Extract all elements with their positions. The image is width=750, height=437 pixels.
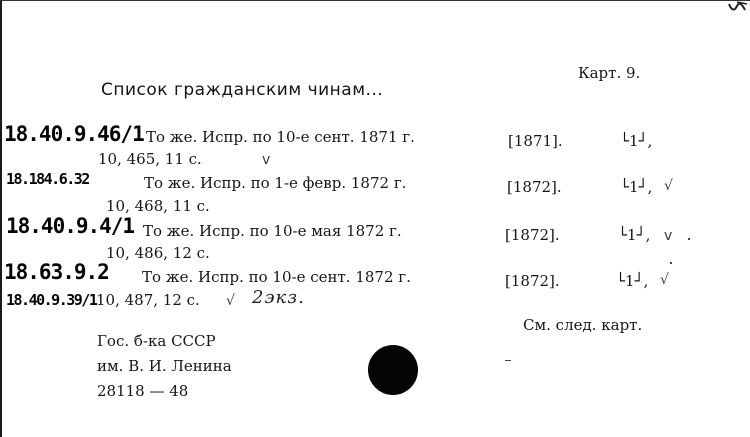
entry-2-line2: 10, 468, 11 с. — [106, 197, 210, 215]
card-left-edge — [0, 0, 2, 437]
entry-3-mark: └1┘, — [618, 226, 651, 244]
corner-scribble-icon — [725, 0, 750, 22]
shelfmark-1: 18.40.9.46/1 — [4, 122, 144, 146]
card-ref: Карт. 9. — [578, 64, 641, 82]
shelfmark-4: 18.63.9.2 — [4, 260, 109, 284]
entry-3-line2: 10, 486, 12 с. — [106, 244, 210, 262]
entry-1-pencil-mark: ⅴ — [262, 152, 271, 168]
card-title: Список гражданским чинам... — [101, 80, 384, 100]
entry-4-year: [1872]. — [505, 272, 560, 290]
shelfmark-2: 18.184.6.32 — [6, 170, 89, 188]
entry-4-pencil-mark: √ — [660, 272, 669, 288]
punch-hole — [368, 345, 418, 395]
see-next-card: См. след. карт. — [523, 316, 643, 334]
entry-2-line1: То же. Испр. по 1-е февр. 1872 г. — [144, 174, 407, 192]
stray-mark — [505, 360, 511, 361]
shelfmark-5: 18.40.9.39/1 — [6, 291, 97, 309]
entry-1-line1: То же. Испр. по 10-е сент. 1871 г. — [146, 128, 415, 146]
entry-4-line2: 10, 487, 12 с. — [96, 291, 200, 309]
entry-3-pencil-mark: ⅴ — [664, 228, 673, 244]
handwritten-note: 2экз. — [252, 287, 305, 308]
entry-4-line1: То же. Испр. по 10-е сент. 1872 г. — [142, 268, 411, 286]
entry-4-line2-pencil-mark: √ — [226, 293, 235, 309]
entry-1-line2: 10, 465, 11 с. — [98, 150, 202, 168]
entry-2-pencil-mark: √ — [664, 178, 673, 194]
library-line-3: 28118 — 48 — [97, 382, 189, 400]
entry-3-line1: То же. Испр. по 10-е мая 1872 г. — [143, 222, 402, 240]
entry-2-mark: └1┘, — [620, 178, 653, 196]
entry-1-year: [1871]. — [508, 132, 563, 150]
stray-dot-2 — [688, 238, 690, 240]
entry-1-mark: └1┘, — [620, 132, 653, 150]
entry-4-mark: └1┘, — [616, 272, 649, 290]
entry-3-year: [1872]. — [505, 226, 560, 244]
stray-dot — [670, 262, 672, 264]
card-top-edge — [0, 0, 750, 1]
shelfmark-3: 18.40.9.4/1 — [6, 214, 135, 238]
library-line-2: им. В. И. Ленина — [97, 357, 232, 375]
library-line-1: Гос. б-ка СССР — [97, 332, 216, 350]
entry-2-year: [1872]. — [507, 178, 562, 196]
